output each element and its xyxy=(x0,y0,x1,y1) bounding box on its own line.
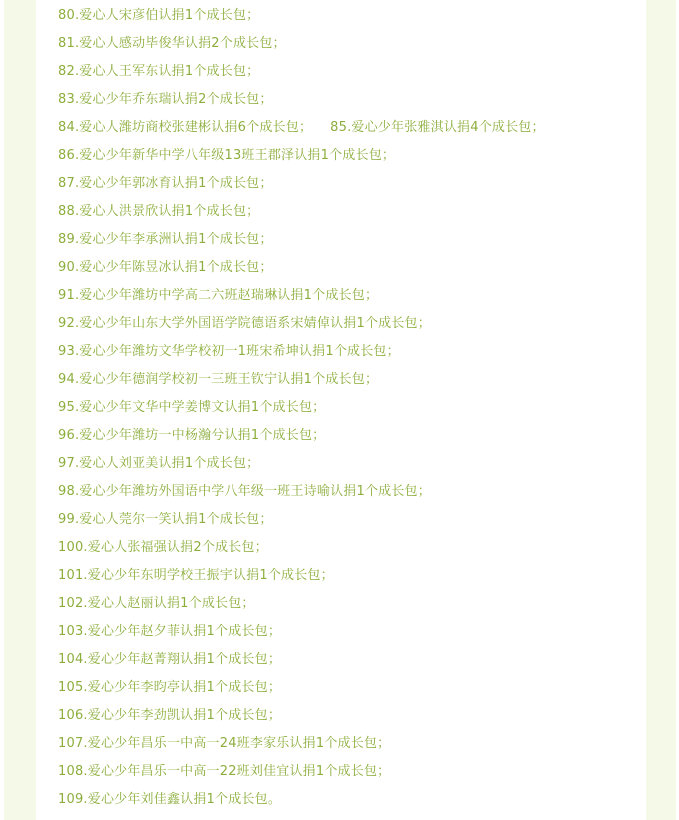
list-item xyxy=(58,758,644,786)
donor-entry: 93.爱心少年潍坊文华学校初一1班宋希坤认捐1个成长包； xyxy=(58,344,400,359)
donor-entry: 106.爱心少年李劲凯认捐1个成长包； xyxy=(58,708,282,723)
list-item xyxy=(58,282,644,310)
list-item xyxy=(58,618,644,646)
donor-entry: 105.爱心少年李昀亭认捐1个成长包； xyxy=(58,680,282,695)
list-item xyxy=(58,226,644,254)
donor-entry: 81.爱心人感动毕俊华认捐2个成长包； xyxy=(58,36,286,51)
article-body xyxy=(36,0,646,820)
donor-entry: 100.爱心人张福强认捐2个成长包； xyxy=(58,540,268,555)
list-item xyxy=(58,450,644,478)
donor-entry: 92.爱心少年山东大学外国语学院德语系宋婧倬认捐1个成长包； xyxy=(58,316,431,331)
donor-entry: 102.爱心人赵丽认捐1个成长包； xyxy=(58,596,255,611)
list-item xyxy=(58,590,644,618)
donor-entry: 90.爱心少年陈昱冰认捐1个成长包； xyxy=(58,260,273,275)
list-item xyxy=(58,478,644,506)
list-item xyxy=(58,114,644,142)
donor-entry: 86.爱心少年新华中学八年级13班王郡泽认捐1个成长包； xyxy=(58,148,396,163)
list-item xyxy=(58,702,644,730)
donor-entry: 104.爱心少年赵菁翔认捐1个成长包； xyxy=(58,652,282,667)
donor-entry: 89.爱心少年李承洲认捐1个成长包； xyxy=(58,232,273,247)
donor-entry: 95.爱心少年文华中学姜博文认捐1个成长包； xyxy=(58,400,326,415)
donor-entry: 99.爱心人莞尔一笑认捐1个成长包； xyxy=(58,512,273,527)
list-item xyxy=(58,86,644,114)
donor-entry: 109.爱心少年刘佳鑫认捐1个成长包。 xyxy=(58,792,282,807)
right-margin-band xyxy=(646,0,676,820)
list-item xyxy=(58,338,644,366)
donor-list xyxy=(58,2,644,814)
list-item xyxy=(58,170,644,198)
list-item xyxy=(58,30,644,58)
list-item xyxy=(58,2,644,30)
donor-entry: 80.爱心人宋彦伯认捐1个成长包； xyxy=(58,8,260,23)
donor-entry: 83.爱心少年乔东瑞认捐2个成长包； xyxy=(58,92,273,107)
list-item xyxy=(58,730,644,758)
donor-entry: 97.爱心人刘亚美认捐1个成长包； xyxy=(58,456,260,471)
list-item xyxy=(58,310,644,338)
list-item xyxy=(58,254,644,282)
list-item xyxy=(58,394,644,422)
donor-entry: 85.爱心少年张雅淇认捐4个成长包； xyxy=(330,120,545,135)
list-item xyxy=(58,366,644,394)
donor-entry: 82.爱心人王军东认捐1个成长包； xyxy=(58,64,260,79)
donor-entry: 103.爱心少年赵夕菲认捐1个成长包； xyxy=(58,624,282,639)
donor-entry: 101.爱心少年东明学校王振宇认捐1个成长包； xyxy=(58,568,334,583)
list-item xyxy=(58,58,644,86)
list-item xyxy=(58,142,644,170)
donor-entry: 94.爱心少年德润学校初一三班王钦宁认捐1个成长包； xyxy=(58,372,379,387)
donor-entry: 96.爱心少年潍坊一中杨瀚兮认捐1个成长包； xyxy=(58,428,326,443)
list-item xyxy=(58,422,644,450)
list-item xyxy=(58,198,644,226)
list-item xyxy=(58,674,644,702)
list-item xyxy=(58,786,644,814)
list-item xyxy=(58,562,644,590)
list-item xyxy=(58,646,644,674)
donor-entry: 98.爱心少年潍坊外国语中学八年级一班王诗喻认捐1个成长包； xyxy=(58,484,431,499)
list-item xyxy=(58,534,644,562)
donor-entry: 87.爱心少年郭冰育认捐1个成长包； xyxy=(58,176,273,191)
donor-entry: 84.爱心人潍坊商校张建彬认捐6个成长包； xyxy=(58,120,313,135)
donor-entry: 88.爱心人洪景欣认捐1个成长包； xyxy=(58,204,260,219)
donor-entry: 91.爱心少年潍坊中学高二六班赵瑞琳认捐1个成长包； xyxy=(58,288,379,303)
donor-entry: 107.爱心少年昌乐一中高一24班李家乐认捐1个成长包； xyxy=(58,736,391,751)
left-margin-band xyxy=(4,0,36,820)
list-item xyxy=(58,506,644,534)
donor-entry: 108.爱心少年昌乐一中高一22班刘佳宜认捐1个成长包； xyxy=(58,764,391,779)
